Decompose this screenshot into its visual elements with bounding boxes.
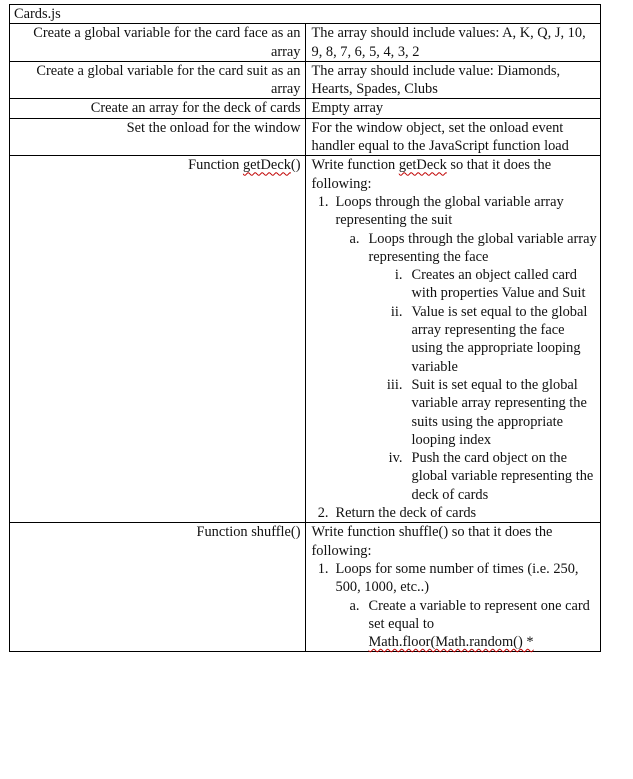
title-row	[10, 5, 601, 24]
spec-label: Create an array for the deck of cards	[10, 99, 306, 118]
spec-description: The array should include value: Diamonds, Hearts, Spades, Clubs	[305, 61, 601, 99]
list-number: 2.	[317, 505, 329, 522]
spec-description	[305, 523, 601, 652]
list-text: Return the deck of cards	[335, 505, 477, 522]
list-text: Suit is set equal to the global variable array representing the suits using the appropriate looping index	[411, 376, 587, 448]
list-text: Loops through the global variable array representing the face	[368, 230, 597, 265]
spec-description	[305, 156, 601, 523]
list-text	[369, 597, 598, 652]
list-number: a.	[349, 597, 360, 614]
spec-description: The array should include values: A, K, Q, J, 10, 9, 8, 7, 6, 5, 4, 3, 2	[305, 24, 601, 62]
code-snippet: Math.floor(Math.random() *	[368, 634, 534, 651]
spec-row-deck	[10, 99, 601, 118]
list-number: 1.	[317, 560, 329, 577]
list-item	[312, 193, 598, 230]
spec-table	[9, 4, 601, 652]
spec-row-card-face	[10, 24, 601, 62]
intro-text: Write function shuffle() so that it does the following:	[311, 524, 553, 559]
spec-label: Create a global variable for the card suit as an array	[10, 61, 306, 99]
list-item	[370, 266, 598, 303]
list-number: a.	[349, 230, 360, 247]
label-suffix: ()	[290, 157, 301, 174]
spec-label: Create a global variable for the card face as an array	[10, 24, 306, 62]
spec-label: Function shuffle()	[10, 523, 306, 652]
list-item	[370, 303, 598, 376]
spec-row-shuffle	[10, 523, 601, 652]
spec-label	[10, 156, 306, 523]
function-name: getDeck	[242, 157, 291, 174]
list-text-body: Create a variable to represent one card set equal to	[368, 597, 590, 632]
spec-row-card-suit	[10, 61, 601, 99]
spec-description: For the window object, set the onload event handler equal to the JavaScript function load	[305, 118, 601, 156]
list-number: iii.	[386, 376, 403, 393]
intro-prefix: Write function	[311, 157, 399, 174]
document-title: Cards.js	[10, 5, 601, 24]
list-item	[370, 376, 598, 449]
list-text: Creates an object called card with properties Value and Suit	[411, 267, 586, 302]
list-text: Loops for some number of times (i.e. 250, 500, 1000, etc..)	[335, 560, 579, 596]
document-page	[9, 4, 601, 652]
intro-suffix: so that it does the following:	[311, 157, 552, 192]
list-item	[336, 230, 598, 267]
list-item	[336, 597, 598, 652]
list-text: Push the card object on the global variable representing the deck of cards	[411, 450, 594, 503]
list-item	[312, 504, 598, 522]
list-item	[312, 560, 598, 597]
spec-label: Set the onload for the window	[10, 118, 306, 156]
spec-description: Empty array	[305, 99, 601, 118]
list-text: Value is set equal to the global array representing the face using the appropriate looping variable	[411, 303, 588, 375]
function-name: getDeck	[398, 157, 447, 174]
list-number: ii.	[390, 303, 403, 320]
list-item	[370, 449, 598, 504]
label-prefix: Function	[188, 157, 243, 174]
list-number: i.	[394, 267, 403, 284]
spec-row-onload	[10, 118, 601, 156]
spec-row-getdeck	[10, 156, 601, 523]
list-number: 1.	[317, 193, 329, 210]
list-number: iv.	[388, 450, 403, 467]
list-text: Loops through the global variable array representing the suit	[335, 193, 564, 229]
intro-text	[312, 156, 598, 193]
